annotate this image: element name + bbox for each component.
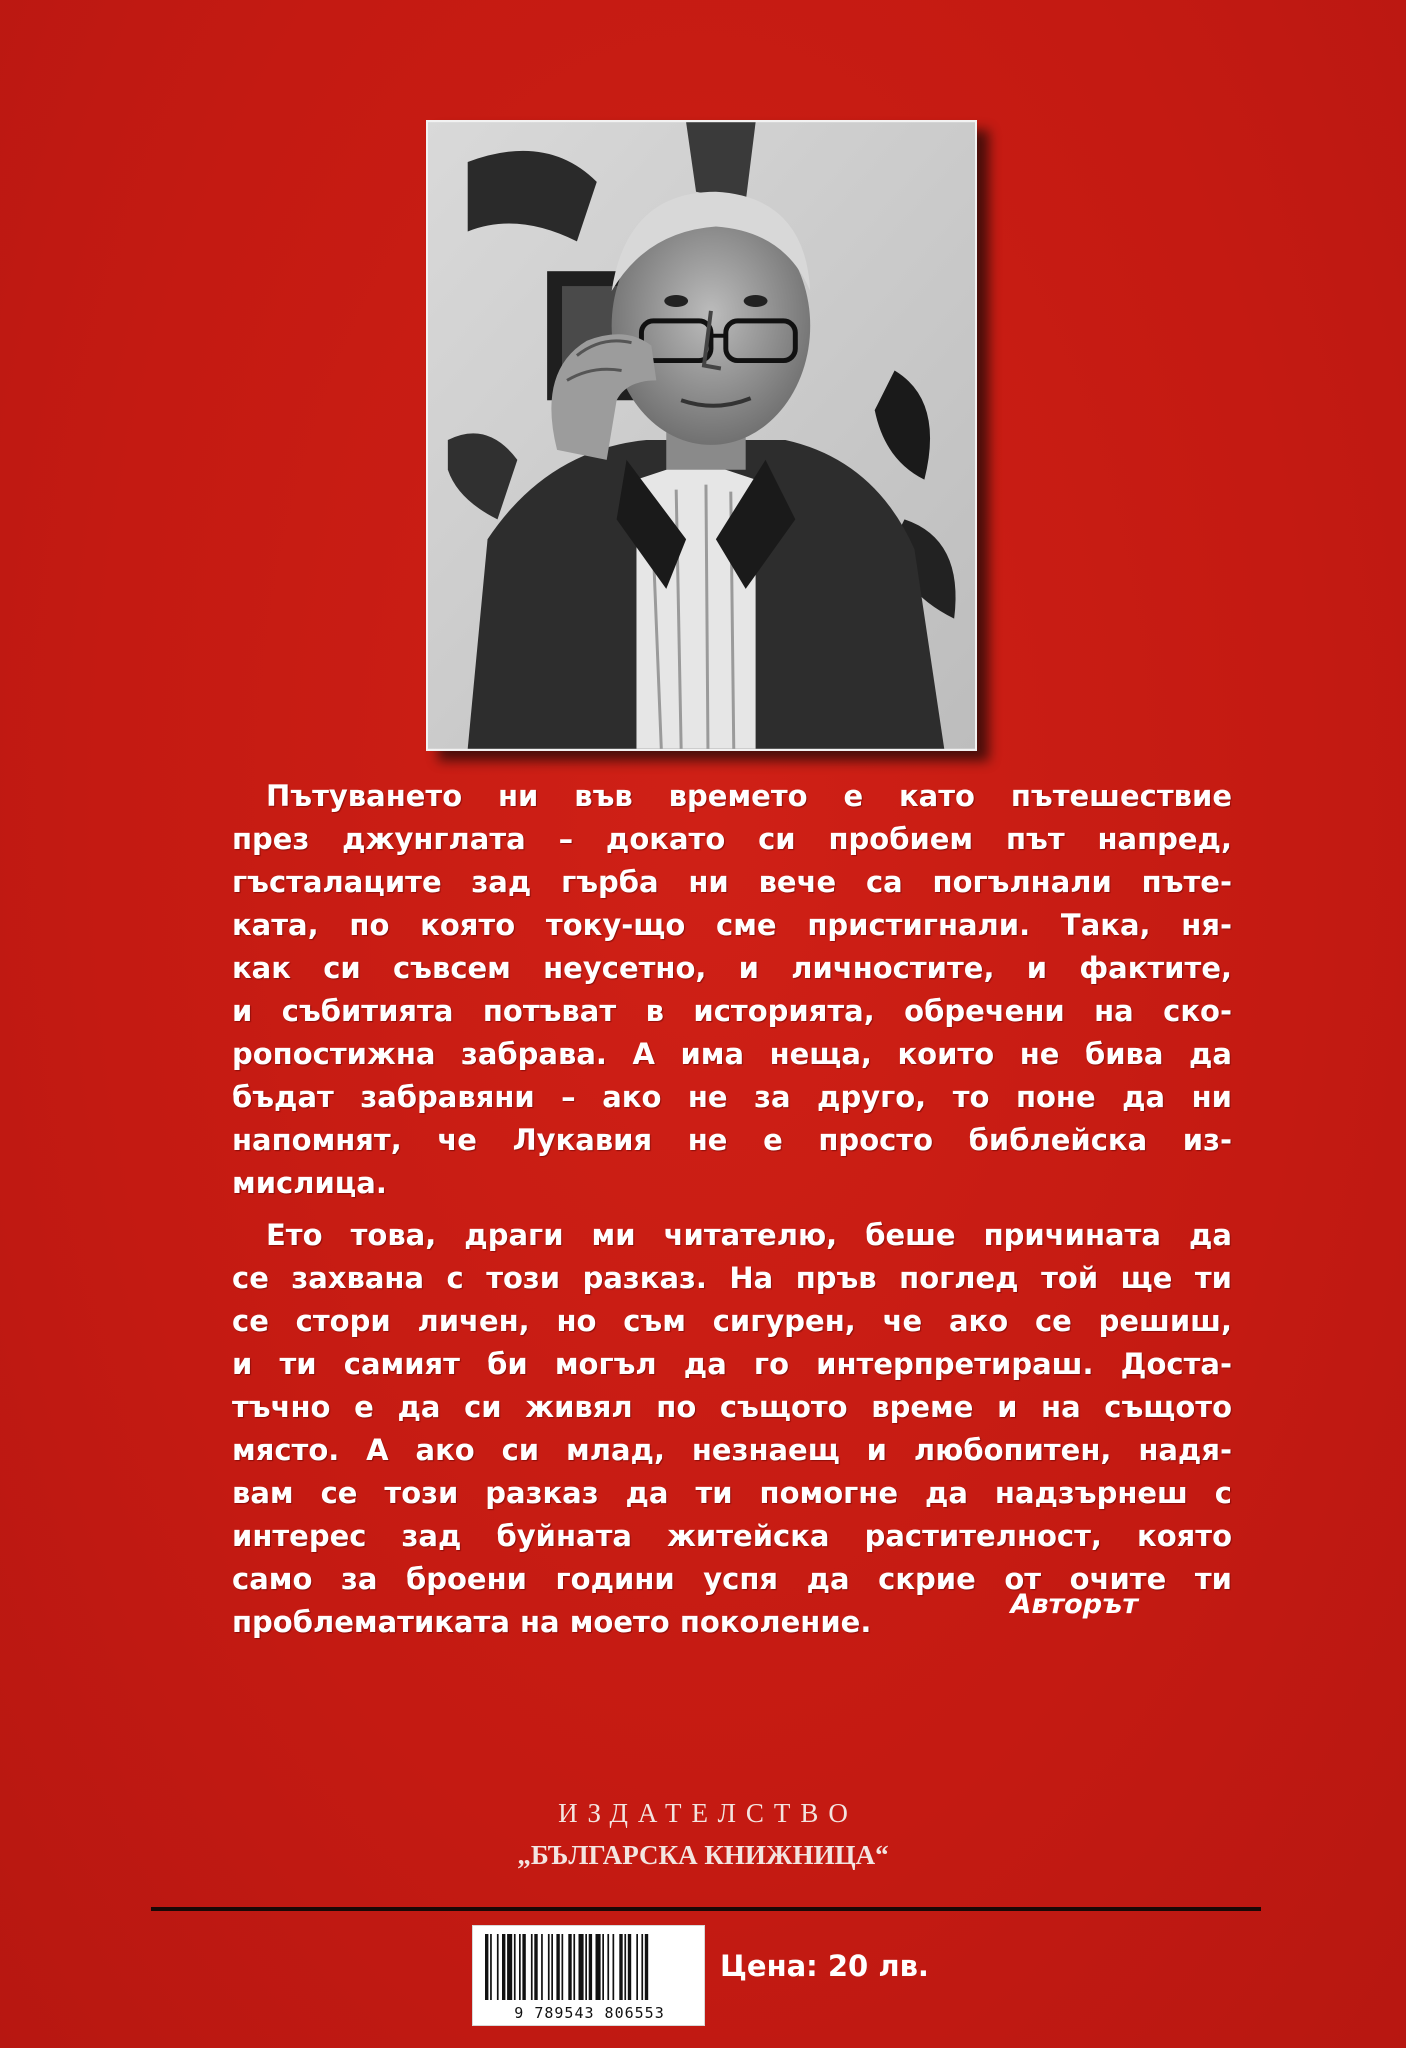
barcode-bar bbox=[607, 1934, 609, 2000]
author-portrait-image bbox=[428, 122, 975, 749]
barcode-digits: 9 789543 806553 bbox=[514, 2004, 665, 2022]
barcode-bar bbox=[613, 1934, 615, 2000]
blurb-line: Пътуването ни във времето е като пътешествие bbox=[266, 779, 1232, 813]
barcode-bar bbox=[522, 1934, 525, 2000]
barcode-bar bbox=[562, 1934, 564, 2000]
blurb-line: Ето това, драги ми читателю, беше причината да bbox=[266, 1218, 1232, 1252]
barcode-bar bbox=[551, 1934, 553, 2000]
blurb-line: само за броени години успя да скрие от очите ти bbox=[232, 1562, 1232, 1596]
blurb-line: гъсталаците зад гърба ни вече са погълнали пъте- bbox=[232, 865, 1232, 899]
barcode-bar bbox=[636, 1934, 638, 2000]
barcode-bar bbox=[596, 1934, 601, 2000]
barcode-bar bbox=[534, 1934, 537, 2000]
blurb-line: напомнят, че Лукавия не е просто библейска из- bbox=[232, 1123, 1232, 1157]
blurb-line: място. А ако си млад, незнаещ и любопитен, надя- bbox=[232, 1433, 1232, 1467]
barcode-bar bbox=[641, 1934, 643, 2000]
barcode-bar bbox=[556, 1934, 559, 2000]
blurb-line: проблематиката на моето поколение. bbox=[232, 1605, 872, 1639]
back-cover-blurb bbox=[232, 775, 1232, 1644]
barcode-bar bbox=[624, 1934, 626, 2000]
blurb-line: как си съвсем неусетно, и личностите, и фактите, bbox=[232, 951, 1232, 985]
barcode-bar bbox=[602, 1934, 604, 2000]
author-photo bbox=[426, 120, 977, 751]
blurb-line: се стори личен, но съм сигурен, че ако се решиш, bbox=[232, 1304, 1232, 1338]
price-label: Цена: 20 лв. bbox=[720, 1949, 929, 1983]
blurb-line: и ти самият би могъл да го интерпретираш. Доста- bbox=[232, 1347, 1232, 1381]
barcode-bar bbox=[645, 1934, 648, 2000]
barcode-bar bbox=[579, 1934, 584, 2000]
isbn-barcode bbox=[472, 1925, 705, 2026]
barcode-bar bbox=[490, 1934, 492, 2000]
blurb-line: ката, по която току-що сме пристигнали. Така, ня- bbox=[232, 908, 1232, 942]
barcode-bar bbox=[619, 1934, 622, 2000]
barcode-bar bbox=[541, 1934, 543, 2000]
publisher-label: ИЗДАТЕЛСТВО bbox=[558, 1798, 858, 1828]
blurb-line: ропостижна забрава. А има неща, които не бива да bbox=[232, 1037, 1232, 1071]
blurb-line: вам се този разказ да ти помогне да надзърнеш с bbox=[232, 1476, 1232, 1510]
barcode-bar bbox=[573, 1934, 575, 2000]
barcode-bar bbox=[628, 1934, 631, 2000]
barcode-bar bbox=[589, 1934, 592, 2000]
publisher-name: „БЪЛГАРСКА КНИЖНИЦА“ bbox=[517, 1840, 889, 1870]
blurb-line: и събитията потъват в историята, обречени на ско- bbox=[232, 994, 1232, 1028]
barcode-bar bbox=[514, 1934, 516, 2000]
blurb-line: през джунглата – докато си пробием път напред, bbox=[232, 822, 1232, 856]
barcode-bar bbox=[519, 1934, 521, 2000]
author-signature: Авторът bbox=[1010, 1589, 1138, 1620]
barcode-bar bbox=[485, 1934, 488, 2000]
barcode-bar bbox=[548, 1934, 550, 2000]
barcode-bar bbox=[585, 1934, 587, 2000]
barcode-bar bbox=[531, 1934, 533, 2000]
barcode-bar bbox=[502, 1934, 505, 2000]
blurb-line: интерес зад буйната житейска растителност, която bbox=[232, 1519, 1232, 1553]
blurb-line: бъдат забравяни – ако не за друго, то поне да ни bbox=[232, 1080, 1232, 1114]
barcode-bar bbox=[507, 1934, 512, 2000]
barcode-bars bbox=[483, 1934, 696, 2000]
blurb-line: се захвана с този разказ. На пръв поглед той ще ти bbox=[232, 1261, 1232, 1295]
divider-rule bbox=[151, 1907, 1261, 1911]
barcode-bar bbox=[497, 1934, 499, 2000]
blurb-line: тъчно е да си живял по същото време и на същото bbox=[232, 1390, 1232, 1424]
blurb-line: мислица. bbox=[232, 1166, 387, 1200]
barcode-bar bbox=[568, 1934, 571, 2000]
